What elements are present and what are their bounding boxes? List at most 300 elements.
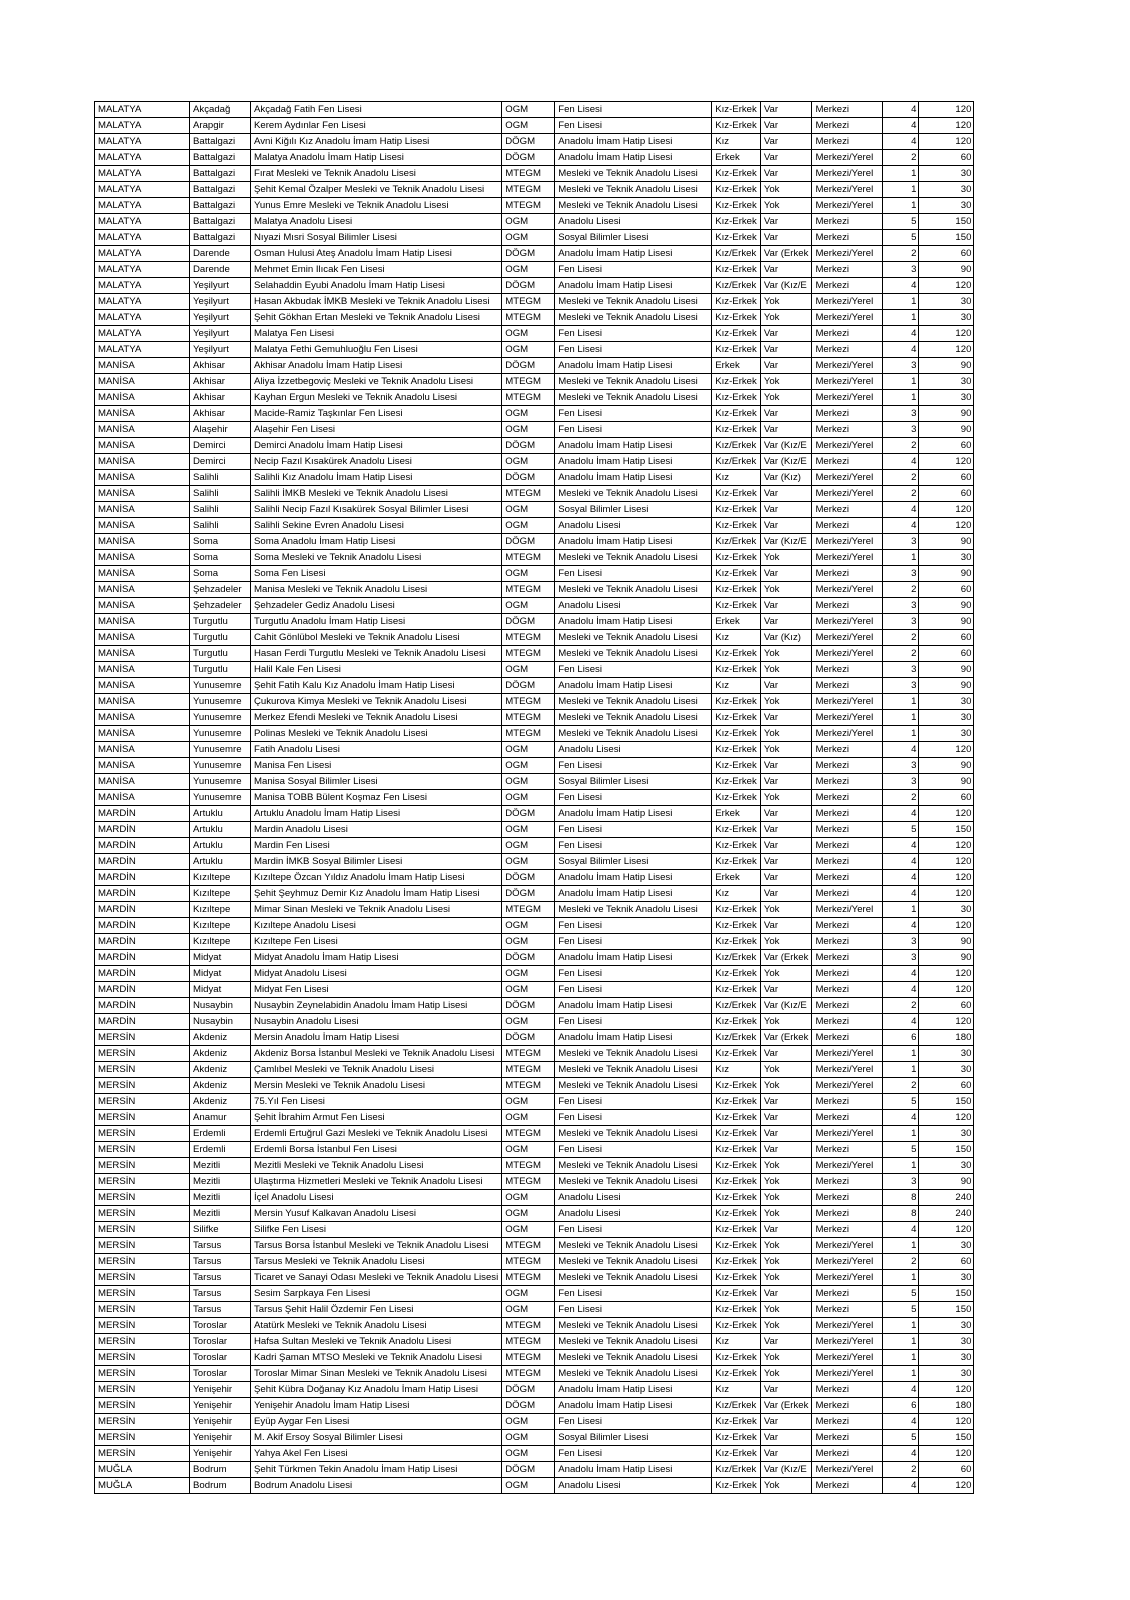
dormitory-cell: Var [760,406,812,422]
province-cell: MERSİN [95,1190,190,1206]
district-cell: Turgutlu [190,646,251,662]
school-name-cell: Kerem Aydınlar Fen Lisesi [251,118,502,134]
table-row [95,758,974,774]
province-cell: MERSİN [95,1206,190,1222]
school-name-cell: Mersin Mesleki ve Teknik Anadolu Lisesi [251,1078,502,1094]
placement-type-cell: Merkezi [812,1030,883,1046]
class-count-cell: 4 [883,870,919,886]
dormitory-cell: Var [760,150,812,166]
school-type-cell: Mesleki ve Teknik Anadolu Lisesi [555,166,712,182]
school-name-cell: Malatya Anadolu İmam Hatip Lisesi [251,150,502,166]
table-row [95,1462,974,1478]
class-count-cell: 8 [883,1206,919,1222]
school-type-cell: Fen Lisesi [555,790,712,806]
class-count-cell: 1 [883,694,919,710]
quota-cell: 120 [919,1414,974,1430]
table-row [95,150,974,166]
district-cell: Tarsus [190,1238,251,1254]
school-name-cell: Salihli Sekine Evren Anadolu Lisesi [251,518,502,534]
table-row [95,1190,974,1206]
school-name-cell: Fatih Anadolu Lisesi [251,742,502,758]
directorate-cell: DÖGM [502,134,555,150]
quota-cell: 120 [919,118,974,134]
district-cell: Yunusemre [190,758,251,774]
province-cell: MANİSA [95,662,190,678]
directorate-cell: DÖGM [502,870,555,886]
placement-type-cell: Merkezi [812,950,883,966]
province-cell: MARDİN [95,982,190,998]
dormitory-cell: Yok [760,1014,812,1030]
quota-cell: 90 [919,534,974,550]
school-name-cell: Şehzadeler Gediz Anadolu Lisesi [251,598,502,614]
gender-cell: Erkek [712,806,761,822]
dormitory-cell: Yok [760,790,812,806]
gender-cell: Erkek [712,614,761,630]
school-name-cell: Manisa Fen Lisesi [251,758,502,774]
province-cell: MANİSA [95,710,190,726]
school-name-cell: Manisa Mesleki ve Teknik Anadolu Lisesi [251,582,502,598]
quota-cell: 30 [919,710,974,726]
dormitory-cell: Var [760,134,812,150]
placement-type-cell: Merkezi/Yerel [812,374,883,390]
directorate-cell: MTEGM [502,710,555,726]
quota-cell: 120 [919,838,974,854]
directorate-cell: OGM [502,518,555,534]
gender-cell: Kız-Erkek [712,662,761,678]
dormitory-cell: Var [760,358,812,374]
province-cell: MALATYA [95,166,190,182]
table-row [95,1110,974,1126]
school-type-cell: Anadolu İmam Hatip Lisesi [555,614,712,630]
district-cell: Soma [190,534,251,550]
dormitory-cell: Yok [760,294,812,310]
table-row [95,838,974,854]
school-type-cell: Anadolu İmam Hatip Lisesi [555,470,712,486]
district-cell: Kızıltepe [190,902,251,918]
gender-cell: Kız-Erkek [712,838,761,854]
district-cell: Tarsus [190,1270,251,1286]
school-type-cell: Fen Lisesi [555,1446,712,1462]
school-name-cell: Tarsus Şehit Halil Özdemir Fen Lisesi [251,1302,502,1318]
directorate-cell: OGM [502,262,555,278]
quota-cell: 30 [919,166,974,182]
quota-cell: 150 [919,822,974,838]
placement-type-cell: Merkezi [812,1014,883,1030]
directorate-cell: DÖGM [502,1382,555,1398]
quota-cell: 60 [919,790,974,806]
province-cell: MANİSA [95,550,190,566]
school-name-cell: Tarsus Borsa İstanbul Mesleki ve Teknik Anadolu Lisesi [251,1238,502,1254]
district-cell: Yeşilyurt [190,342,251,358]
table-row [95,614,974,630]
directorate-cell: MTEGM [502,1062,555,1078]
school-type-cell: Anadolu İmam Hatip Lisesi [555,886,712,902]
province-cell: MANİSA [95,502,190,518]
placement-type-cell: Merkezi/Yerel [812,614,883,630]
district-cell: Turgutlu [190,614,251,630]
quota-cell: 90 [919,1174,974,1190]
class-count-cell: 2 [883,470,919,486]
district-cell: Nusaybin [190,998,251,1014]
school-name-cell: Nusaybin Anadolu Lisesi [251,1014,502,1030]
school-name-cell: Cahit Gönlübol Mesleki ve Teknik Anadolu Lisesi [251,630,502,646]
directorate-cell: DÖGM [502,246,555,262]
dormitory-cell: Var (Erkek [760,1398,812,1414]
school-name-cell: Mardin Anadolu Lisesi [251,822,502,838]
placement-type-cell: Merkezi [812,406,883,422]
school-type-cell: Mesleki ve Teknik Anadolu Lisesi [555,294,712,310]
directorate-cell: MTEGM [502,694,555,710]
gender-cell: Kız-Erkek [712,982,761,998]
school-name-cell: Çukurova Kimya Mesleki ve Teknik Anadolu Lisesi [251,694,502,710]
province-cell: MUĞLA [95,1462,190,1478]
placement-type-cell: Merkezi [812,742,883,758]
dormitory-cell: Yok [760,902,812,918]
table-row [95,870,974,886]
class-count-cell: 4 [883,102,919,118]
school-type-cell: Fen Lisesi [555,918,712,934]
directorate-cell: DÖGM [502,678,555,694]
province-cell: MERSİN [95,1174,190,1190]
table-row [95,806,974,822]
placement-type-cell: Merkezi/Yerel [812,710,883,726]
directorate-cell: MTEGM [502,1270,555,1286]
school-type-cell: Mesleki ve Teknik Anadolu Lisesi [555,1062,712,1078]
school-type-cell: Fen Lisesi [555,406,712,422]
quota-cell: 60 [919,646,974,662]
gender-cell: Erkek [712,870,761,886]
table-row [95,998,974,1014]
district-cell: Battalgazi [190,150,251,166]
table-row [95,566,974,582]
quota-cell: 90 [919,406,974,422]
school-type-cell: Fen Lisesi [555,758,712,774]
dormitory-cell: Var [760,566,812,582]
quota-cell: 90 [919,934,974,950]
province-cell: MANİSA [95,422,190,438]
directorate-cell: DÖGM [502,1398,555,1414]
quota-cell: 60 [919,582,974,598]
province-cell: MERSİN [95,1302,190,1318]
class-count-cell: 1 [883,1046,919,1062]
table-row [95,262,974,278]
gender-cell: Kız/Erkek [712,454,761,470]
gender-cell: Kız [712,134,761,150]
dormitory-cell: Yok [760,1174,812,1190]
directorate-cell: OGM [502,598,555,614]
quota-cell: 90 [919,422,974,438]
district-cell: Demirci [190,454,251,470]
placement-type-cell: Merkezi [812,918,883,934]
dormitory-cell: Var [760,1382,812,1398]
district-cell: Salihli [190,486,251,502]
school-type-cell: Anadolu Lisesi [555,1206,712,1222]
directorate-cell: MTEGM [502,1238,555,1254]
directorate-cell: OGM [502,1206,555,1222]
placement-type-cell: Merkezi/Yerel [812,390,883,406]
school-type-cell: Fen Lisesi [555,662,712,678]
school-type-cell: Fen Lisesi [555,934,712,950]
district-cell: Yunusemre [190,790,251,806]
class-count-cell: 1 [883,1270,919,1286]
gender-cell: Kız-Erkek [712,102,761,118]
dormitory-cell: Var [760,806,812,822]
gender-cell: Kız-Erkek [712,310,761,326]
gender-cell: Kız-Erkek [712,326,761,342]
class-count-cell: 3 [883,774,919,790]
placement-type-cell: Merkezi [812,134,883,150]
class-count-cell: 4 [883,1478,919,1494]
province-cell: MERSİN [95,1094,190,1110]
gender-cell: Erkek [712,358,761,374]
province-cell: MALATYA [95,294,190,310]
province-cell: MANİSA [95,470,190,486]
quota-cell: 120 [919,870,974,886]
class-count-cell: 4 [883,118,919,134]
school-name-cell: Midyat Fen Lisesi [251,982,502,998]
class-count-cell: 2 [883,1254,919,1270]
district-cell: Yeşilyurt [190,326,251,342]
directorate-cell: OGM [502,230,555,246]
dormitory-cell: Yok [760,694,812,710]
table-row [95,1398,974,1414]
school-type-cell: Fen Lisesi [555,342,712,358]
directorate-cell: OGM [502,790,555,806]
placement-type-cell: Merkezi [812,566,883,582]
dormitory-cell: Var [760,678,812,694]
table-row [95,134,974,150]
gender-cell: Kız-Erkek [712,598,761,614]
school-type-cell: Sosyal Bilimler Lisesi [555,1430,712,1446]
dormitory-cell: Var [760,230,812,246]
school-type-cell: Mesleki ve Teknik Anadolu Lisesi [555,902,712,918]
school-name-cell: Soma Fen Lisesi [251,566,502,582]
table-row [95,646,974,662]
province-cell: MANİSA [95,790,190,806]
gender-cell: Kız-Erkek [712,1446,761,1462]
table-row [95,342,974,358]
district-cell: Yenişehir [190,1430,251,1446]
directorate-cell: MTEGM [502,390,555,406]
gender-cell: Kız-Erkek [712,518,761,534]
school-type-cell: Fen Lisesi [555,1414,712,1430]
table-row [95,1366,974,1382]
province-cell: MALATYA [95,214,190,230]
gender-cell: Kız-Erkek [712,198,761,214]
dormitory-cell: Yok [760,310,812,326]
quota-cell: 150 [919,230,974,246]
directorate-cell: MTEGM [502,550,555,566]
table-row [95,822,974,838]
directorate-cell: OGM [502,742,555,758]
school-name-cell: Atatürk Mesleki ve Teknik Anadolu Lisesi [251,1318,502,1334]
placement-type-cell: Merkezi/Yerel [812,1334,883,1350]
directorate-cell: DÖGM [502,470,555,486]
gender-cell: Kız-Erkek [712,902,761,918]
quota-cell: 240 [919,1206,974,1222]
class-count-cell: 1 [883,310,919,326]
district-cell: Akhisar [190,374,251,390]
dormitory-cell: Var [760,774,812,790]
school-name-cell: Hafsa Sultan Mesleki ve Teknik Anadolu Lisesi [251,1334,502,1350]
directorate-cell: OGM [502,1014,555,1030]
quota-cell: 120 [919,518,974,534]
gender-cell: Kız-Erkek [712,854,761,870]
dormitory-cell: Var [760,918,812,934]
school-type-cell: Anadolu İmam Hatip Lisesi [555,278,712,294]
school-type-cell: Fen Lisesi [555,326,712,342]
class-count-cell: 1 [883,1318,919,1334]
quota-cell: 30 [919,374,974,390]
placement-type-cell: Merkezi/Yerel [812,310,883,326]
province-cell: MANİSA [95,758,190,774]
school-name-cell: Ticaret ve Sanayi Odası Mesleki ve Teknik Anadolu Lisesi [251,1270,502,1286]
class-count-cell: 4 [883,854,919,870]
gender-cell: Kız [712,1382,761,1398]
school-type-cell: Fen Lisesi [555,966,712,982]
directorate-cell: DÖGM [502,806,555,822]
school-name-cell: 75.Yıl Fen Lisesi [251,1094,502,1110]
quota-cell: 150 [919,1142,974,1158]
school-type-cell: Sosyal Bilimler Lisesi [555,502,712,518]
quota-cell: 30 [919,1270,974,1286]
school-name-cell: Turgutlu Anadolu İmam Hatip Lisesi [251,614,502,630]
quota-cell: 60 [919,486,974,502]
class-count-cell: 3 [883,950,919,966]
gender-cell: Kız-Erkek [712,934,761,950]
quota-cell: 150 [919,1286,974,1302]
school-type-cell: Mesleki ve Teknik Anadolu Lisesi [555,182,712,198]
class-count-cell: 4 [883,966,919,982]
dormitory-cell: Var [760,102,812,118]
table-row [95,694,974,710]
quota-cell: 240 [919,1190,974,1206]
district-cell: Salihli [190,502,251,518]
class-count-cell: 4 [883,1414,919,1430]
province-cell: MERSİN [95,1350,190,1366]
district-cell: Darende [190,262,251,278]
gender-cell: Kız-Erkek [712,1366,761,1382]
dormitory-cell: Var [760,518,812,534]
quota-cell: 90 [919,678,974,694]
table-row [95,1318,974,1334]
district-cell: Mezitli [190,1190,251,1206]
table-row [95,1142,974,1158]
directorate-cell: MTEGM [502,902,555,918]
dormitory-cell: Yok [760,550,812,566]
class-count-cell: 1 [883,1238,919,1254]
gender-cell: Kız-Erkek [712,1174,761,1190]
school-name-cell: Malatya Fen Lisesi [251,326,502,342]
quota-cell: 120 [919,1014,974,1030]
placement-type-cell: Merkezi [812,1302,883,1318]
table-row [95,278,974,294]
dormitory-cell: Yok [760,646,812,662]
district-cell: Yunusemre [190,774,251,790]
table-row [95,1382,974,1398]
district-cell: Kızıltepe [190,870,251,886]
quota-cell: 120 [919,102,974,118]
school-name-cell: Bodrum Anadolu Lisesi [251,1478,502,1494]
class-count-cell: 1 [883,1126,919,1142]
school-name-cell: Midyat Anadolu Lisesi [251,966,502,982]
class-count-cell: 4 [883,886,919,902]
province-cell: MALATYA [95,278,190,294]
quota-cell: 30 [919,1158,974,1174]
placement-type-cell: Merkezi [812,454,883,470]
directorate-cell: OGM [502,214,555,230]
table-row [95,1174,974,1190]
school-name-cell: Kızıltepe Özcan Yıldız Anadolu İmam Hatip Lisesi [251,870,502,886]
province-cell: MANİSA [95,566,190,582]
directorate-cell: OGM [502,566,555,582]
school-type-cell: Sosyal Bilimler Lisesi [555,230,712,246]
class-count-cell: 5 [883,230,919,246]
directorate-cell: MTEGM [502,630,555,646]
placement-type-cell: Merkezi [812,1430,883,1446]
dormitory-cell: Var (Erkek [760,950,812,966]
table-row [95,1014,974,1030]
gender-cell: Kız-Erkek [712,1478,761,1494]
directorate-cell: OGM [502,822,555,838]
directorate-cell: OGM [502,1190,555,1206]
class-count-cell: 3 [883,358,919,374]
school-name-cell: Demirci Anadolu İmam Hatip Lisesi [251,438,502,454]
class-count-cell: 3 [883,678,919,694]
placement-type-cell: Merkezi [812,854,883,870]
dormitory-cell: Var [760,262,812,278]
school-name-cell: İçel Anadolu Lisesi [251,1190,502,1206]
district-cell: Tarsus [190,1254,251,1270]
class-count-cell: 1 [883,710,919,726]
directorate-cell: OGM [502,1478,555,1494]
dormitory-cell: Var (Kız/E [760,278,812,294]
table-row [95,1286,974,1302]
province-cell: MANİSA [95,678,190,694]
school-type-cell: Anadolu İmam Hatip Lisesi [555,950,712,966]
class-count-cell: 4 [883,742,919,758]
province-cell: MANİSA [95,726,190,742]
gender-cell: Kız-Erkek [712,502,761,518]
directorate-cell: OGM [502,1110,555,1126]
table-row [95,1238,974,1254]
quota-cell: 120 [919,1382,974,1398]
district-cell: Akdeniz [190,1030,251,1046]
school-name-cell: Yahya Akel Fen Lisesi [251,1446,502,1462]
school-name-cell: Şehit Şeyhmuz Demir Kız Anadolu İmam Hatip Lisesi [251,886,502,902]
gender-cell: Kız-Erkek [712,1318,761,1334]
school-name-cell: Şehit Kemal Özalper Mesleki ve Teknik Anadolu Lisesi [251,182,502,198]
school-name-cell: Çamlıbel Mesleki ve Teknik Anadolu Lisesi [251,1062,502,1078]
class-count-cell: 2 [883,790,919,806]
district-cell: Akhisar [190,390,251,406]
dormitory-cell: Var [760,1286,812,1302]
table-row [95,502,974,518]
class-count-cell: 2 [883,582,919,598]
dormitory-cell: Yok [760,1366,812,1382]
dormitory-cell: Var [760,1046,812,1062]
placement-type-cell: Merkezi [812,838,883,854]
directorate-cell: OGM [502,854,555,870]
directorate-cell: MTEGM [502,1366,555,1382]
placement-type-cell: Merkezi/Yerel [812,1462,883,1478]
gender-cell: Kız/Erkek [712,246,761,262]
school-type-cell: Fen Lisesi [555,422,712,438]
class-count-cell: 5 [883,822,919,838]
quota-cell: 30 [919,902,974,918]
dormitory-cell: Var [760,1334,812,1350]
directorate-cell: DÖGM [502,1030,555,1046]
